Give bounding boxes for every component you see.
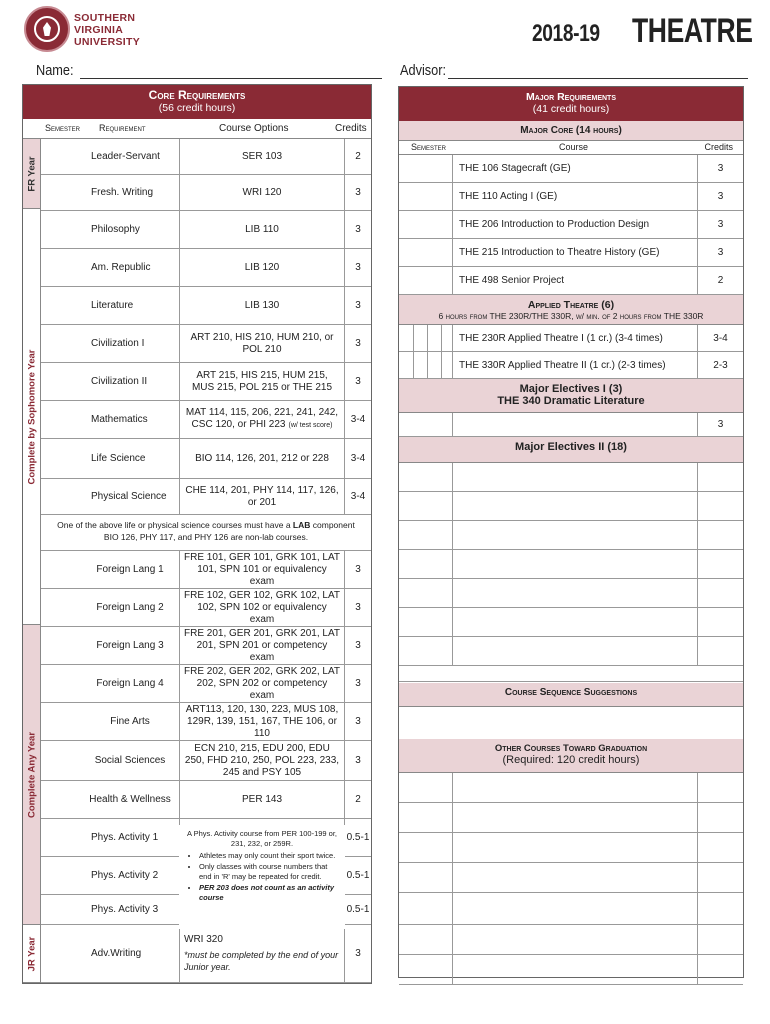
major-core-row	[399, 211, 743, 239]
elective-2-row	[399, 637, 743, 666]
semester-cell[interactable]	[399, 955, 453, 984]
requirement-label: Health & Wellness	[89, 794, 171, 805]
logo-line-3: UNIVERSITY	[74, 36, 141, 48]
credits-value: 3	[355, 187, 361, 198]
credits-cell[interactable]: 2-3	[697, 352, 743, 378]
pe-note-bullet-2: • Only classes with course numbers that end in 'R' may be repeated for credit.	[199, 862, 339, 882]
course-options	[179, 401, 345, 438]
course-options-text: WRI 120	[242, 186, 282, 198]
elective-2-row	[399, 579, 743, 608]
credits-cell[interactable]: 3	[697, 239, 743, 266]
requirement-label: Leader-Servant	[91, 151, 160, 162]
course-options-text: CHE 114, 201, PHY 114, 117, 126, or 201	[185, 484, 339, 508]
semester-cell[interactable]	[399, 463, 453, 491]
lab-note-bold: LAB	[292, 520, 311, 530]
other-course-row	[399, 803, 743, 833]
course-options	[179, 589, 345, 626]
course-options-text: SER 103	[241, 150, 283, 162]
lab-note-text: One of the above life or physical science courses must have a	[57, 520, 293, 530]
university-seal-icon	[24, 6, 70, 52]
other-course-row	[399, 955, 743, 985]
core-subtitle: (56 credit hours)	[158, 102, 236, 114]
sequence-row	[399, 707, 743, 739]
col-credits: Credits	[335, 123, 367, 134]
semester-cell[interactable]	[399, 579, 453, 607]
test-score-note: (w/ test score)	[288, 422, 333, 429]
course-options	[179, 287, 345, 324]
credits-cell[interactable]	[697, 492, 743, 520]
applied-title: Applied Theatre (6)	[527, 299, 615, 311]
program-title: THEATRE	[632, 12, 753, 50]
course-options	[179, 741, 345, 780]
major-col-credits: Credits	[704, 142, 733, 152]
course-options	[179, 175, 345, 210]
band-sophomore-label: Complete by Sophomore Year	[26, 349, 37, 484]
major-col-semester: Semester	[411, 142, 447, 152]
course-label: THE 215 Introduction to Theatre History (GE)	[459, 247, 660, 258]
core-row	[41, 363, 371, 401]
core-row	[41, 439, 371, 479]
lab-note	[41, 515, 371, 551]
logo-line-1: SOUTHERN	[74, 12, 136, 24]
col-semester: Semester	[45, 123, 81, 133]
core-row	[41, 175, 371, 211]
credits-cell[interactable]	[697, 637, 743, 665]
semester-cell[interactable]	[41, 401, 91, 438]
credits-value: 3	[355, 300, 361, 311]
course-options-text: ART 210, HIS 210, HUM 210, or POL 210	[190, 331, 334, 355]
major-requirements-panel	[398, 86, 744, 978]
course-options-text: FRE 201, GER 201, GRK 201, LAT 201, SPN 201 or competency exam	[184, 627, 340, 663]
band-fr-year-label: FR Year	[26, 155, 37, 192]
semester-cell[interactable]	[399, 608, 453, 636]
course-options-text: WRI 320	[184, 934, 223, 945]
major-core-title: Major Core (14 hours)	[399, 121, 743, 141]
major-electives-2-header	[399, 437, 743, 463]
other-course-row	[399, 893, 743, 925]
course-options	[179, 439, 345, 478]
credits-cell[interactable]	[697, 773, 743, 802]
credits-value: 3	[355, 678, 361, 689]
pe-note-bullet-3: • PER 203 does not count as an activity course	[199, 883, 339, 903]
semester-cell[interactable]	[41, 211, 91, 248]
course-options	[179, 665, 345, 702]
adv-writing-note: *must be completed by the end of your Junior year.	[184, 950, 339, 972]
core-row	[41, 401, 371, 439]
tally-boxes	[399, 352, 457, 378]
col-requirement: Requirement	[99, 123, 146, 133]
semester-cell[interactable]	[399, 211, 453, 238]
semester-cell[interactable]	[399, 183, 453, 210]
core-row	[41, 781, 371, 819]
course-options-text: LIB 120	[244, 261, 280, 273]
core-row	[41, 925, 371, 983]
semester-cell[interactable]	[399, 155, 453, 182]
course-options-text: ART113, 120, 130, 223, MUS 108, 129R, 139, 151, 167, THE 106, or 110	[185, 703, 339, 739]
major-column-headers	[399, 141, 743, 155]
course-options-text: FRE 101, GER 101, GRK 101, LAT 101, SPN 101 or equivalency exam	[184, 551, 340, 587]
band-any-year	[23, 625, 41, 925]
requirement-label: Fine Arts	[110, 716, 150, 727]
course-sequence-header	[399, 683, 743, 707]
credits-value: 3	[355, 224, 361, 235]
course-options-text: PER 143	[241, 793, 283, 805]
band-fr-year	[23, 139, 41, 209]
phys-activity-note	[179, 825, 345, 929]
requirement-label: Life Science	[91, 453, 146, 464]
semester-cell[interactable]	[41, 925, 91, 982]
semester-cell[interactable]	[399, 803, 453, 832]
semester-cell[interactable]	[399, 925, 453, 954]
credits-value: 2	[355, 151, 361, 162]
band-jr-year	[23, 925, 41, 983]
logo-line-2: VIRGINIA	[74, 24, 124, 36]
course-options	[179, 325, 345, 362]
credits-value: 0.5-1	[346, 832, 370, 843]
major-core-row	[399, 155, 743, 183]
advisor-field[interactable]	[448, 78, 748, 79]
semester-cell[interactable]	[41, 325, 91, 362]
major-header	[399, 87, 743, 121]
course-options-text: FRE 202, GER 202, GRK 202, LAT 202, SPN 202 or competency exam	[184, 665, 340, 701]
course-options	[179, 703, 345, 740]
spacer-row	[399, 666, 743, 682]
semester-cell[interactable]	[399, 492, 453, 520]
course-label: THE 106 Stagecraft (GE)	[459, 163, 571, 174]
credits-value: 3	[355, 564, 361, 575]
sequence-title: Course Sequence Suggestions	[504, 687, 638, 698]
core-row	[41, 139, 371, 175]
core-row	[41, 551, 371, 589]
tally-boxes	[399, 325, 457, 351]
credits-cell[interactable]: 3	[697, 155, 743, 182]
major-subtitle: (41 credit hours)	[532, 103, 610, 115]
core-row	[41, 589, 371, 627]
band-any-year-label: Complete Any Year	[26, 731, 37, 818]
credits-cell[interactable]	[697, 463, 743, 491]
course-label: THE 330R Applied Theatre II (1 cr.) (2-3 times)	[459, 359, 666, 371]
core-row	[41, 287, 371, 325]
band-jr-year-label: JR Year	[26, 936, 37, 971]
requirement-label: Fresh. Writing	[91, 187, 154, 198]
course-options	[179, 139, 345, 174]
credits-value: 3-4	[350, 491, 366, 502]
name-label: Name:	[36, 62, 74, 79]
requirement-label: Mathematics	[91, 414, 148, 425]
core-row	[41, 211, 371, 249]
core-header	[23, 85, 371, 119]
core-title: Core Requirements	[148, 88, 246, 102]
semester-cell[interactable]	[41, 479, 91, 514]
credits-cell[interactable]	[697, 803, 743, 832]
credits-cell[interactable]	[697, 893, 743, 924]
elective-1-title: Major Electives I (3)	[519, 383, 623, 395]
semester-cell[interactable]	[41, 175, 91, 210]
course-options	[179, 479, 345, 514]
band-sophomore	[23, 209, 41, 625]
other-courses-subtitle: (Required: 120 credit hours)	[502, 754, 640, 766]
requirement-label: Civilization I	[91, 338, 145, 349]
other-courses-title: Other Courses Toward Graduation	[494, 743, 648, 754]
requirement-label: Civilization II	[91, 376, 148, 387]
credits-cell[interactable]	[697, 608, 743, 636]
credits-cell[interactable]: 3	[697, 183, 743, 210]
requirement-label: Foreign Lang 3	[96, 640, 164, 651]
course-options-text: ECN 210, 215, EDU 200, EDU 250, FHD 210, 250, POL 223, 233, 245 and PSY 105	[184, 742, 340, 778]
course-options	[179, 249, 345, 286]
credits-value: 3	[355, 602, 361, 613]
credits-value: 3-4	[350, 414, 366, 425]
elective-2-row	[399, 550, 743, 579]
course-options	[179, 627, 345, 664]
core-column-headers	[23, 119, 371, 139]
credits-cell[interactable]	[697, 955, 743, 984]
core-requirements-panel	[22, 84, 372, 984]
credits-cell[interactable]	[697, 579, 743, 607]
major-electives-1-header	[399, 379, 743, 413]
semester-cell[interactable]	[41, 249, 91, 286]
requirement-label: Adv.Writing	[91, 948, 142, 959]
credits-cell[interactable]: 2	[697, 267, 743, 294]
elective-1-subtitle: THE 340 Dramatic Literature	[497, 395, 645, 407]
pe-note-bullet-1: • Athletes may only count their sport twice.	[199, 851, 339, 861]
semester-cell[interactable]	[41, 895, 91, 924]
major-col-course: Course	[559, 142, 589, 152]
course-options	[179, 551, 345, 588]
requirement-label: Phys. Activity 2	[91, 870, 159, 881]
requirement-label: Physical Science	[91, 491, 167, 502]
elective-1-row	[399, 413, 743, 437]
applied-row	[399, 325, 743, 352]
catalog-year: 2018-19	[532, 20, 600, 47]
semester-cell[interactable]	[399, 863, 453, 892]
course-label: THE 110 Acting I (GE)	[459, 191, 558, 202]
course-label: THE 230R Applied Theatre I (1 cr.) (3-4 times)	[459, 332, 663, 344]
course-label: THE 498 Senior Project	[459, 275, 565, 286]
elective-2-row	[399, 463, 743, 492]
credits-value: 2	[355, 794, 361, 805]
credits-cell[interactable]	[697, 521, 743, 549]
core-row	[41, 325, 371, 363]
semester-cell[interactable]	[41, 439, 91, 478]
semester-cell[interactable]	[41, 819, 91, 856]
credits-value: 3	[355, 640, 361, 651]
other-course-row	[399, 773, 743, 803]
semester-cell[interactable]	[41, 139, 91, 174]
semester-cell[interactable]	[41, 287, 91, 324]
semester-cell[interactable]	[399, 521, 453, 549]
course-options	[179, 363, 345, 400]
credits-value: 3	[355, 338, 361, 349]
course-options-text: ART 215, HIS 215, HUM 215, MUS 215, POL 215 or THE 215	[191, 369, 333, 393]
lab-note-text-end: component	[310, 520, 355, 530]
pe-note-intro: A Phys. Activity course from PER 100-199 or, 231, 232, or 259R.	[186, 829, 338, 848]
semester-cell[interactable]	[399, 239, 453, 266]
credits-value: 3	[355, 376, 361, 387]
course-options-text: BIO 114, 126, 201, 212 or 228	[195, 452, 329, 464]
credits-cell[interactable]: 3-4	[697, 325, 743, 351]
credits-cell[interactable]	[697, 833, 743, 862]
requirement-label: Literature	[91, 300, 134, 311]
requirement-label: Social Sciences	[94, 755, 166, 766]
semester-cell[interactable]	[399, 833, 453, 862]
credits-cell[interactable]	[697, 925, 743, 954]
core-row	[41, 479, 371, 515]
course-label: THE 206 Introduction to Production Design	[459, 219, 650, 230]
other-course-row	[399, 833, 743, 863]
requirement-label: Foreign Lang 4	[96, 678, 164, 689]
requirement-label: Phys. Activity 3	[91, 904, 159, 915]
credits-value: 3	[355, 755, 361, 766]
elective-2-title: Major Electives II (18)	[515, 441, 627, 453]
applied-theatre-header	[399, 295, 743, 325]
col-course-options: Course Options	[219, 123, 289, 134]
other-course-row	[399, 863, 743, 893]
other-courses-header	[399, 739, 743, 773]
course-options	[179, 211, 345, 248]
semester-cell[interactable]	[399, 773, 453, 802]
semester-cell[interactable]	[41, 363, 91, 400]
applied-row	[399, 352, 743, 379]
semester-cell[interactable]	[399, 893, 453, 924]
core-row	[41, 703, 371, 741]
credits-value: 0.5-1	[346, 904, 370, 915]
other-course-row	[399, 925, 743, 955]
credits-value: 3	[355, 716, 361, 727]
requirement-label: Philosophy	[91, 224, 140, 235]
requirement-label: Phys. Activity 1	[91, 832, 159, 843]
core-row	[41, 665, 371, 703]
semester-cell[interactable]	[399, 637, 453, 665]
applied-subtitle: 6 hours from THE 230R/THE 330R, w/ min. of 2 hours from THE 330R	[438, 311, 704, 321]
credits-cell[interactable]: 3	[697, 211, 743, 238]
requirement-label: Foreign Lang 1	[96, 564, 164, 575]
credits-value: 3	[355, 262, 361, 273]
lab-note-line-2: BIO 126, PHY 117, and PHY 126 are non-lab courses.	[103, 532, 309, 542]
semester-cell[interactable]	[399, 267, 453, 294]
elective-2-row	[399, 492, 743, 521]
major-core-row	[399, 239, 743, 267]
semester-cell[interactable]	[399, 413, 453, 436]
core-row	[41, 627, 371, 665]
credits-cell[interactable]: 3	[697, 413, 743, 436]
course-options-text: LIB 110	[245, 223, 279, 235]
course-options-text: FRE 102, GER 102, GRK 102, LAT 102, SPN 102 or equivalency exam	[184, 589, 340, 625]
course-options	[179, 925, 345, 982]
course-options	[179, 781, 345, 818]
credits-value: 3	[355, 948, 361, 959]
university-logo	[24, 6, 144, 52]
name-field[interactable]	[80, 78, 382, 79]
core-row	[41, 741, 371, 781]
logo-wordmark	[74, 12, 140, 48]
semester-cell[interactable]	[399, 550, 453, 578]
requirement-label: Foreign Lang 2	[96, 602, 164, 613]
credits-value: 3-4	[350, 453, 366, 464]
core-row	[41, 249, 371, 287]
major-title: Major Requirements	[525, 91, 617, 103]
major-core-row	[399, 267, 743, 295]
requirement-label: Am. Republic	[91, 262, 151, 273]
elective-2-row	[399, 608, 743, 637]
major-core-row	[399, 183, 743, 211]
credits-value: 0.5-1	[346, 870, 370, 881]
semester-cell[interactable]	[41, 857, 91, 894]
credits-cell[interactable]	[697, 863, 743, 892]
elective-2-row	[399, 521, 743, 550]
course-options-text: MAT 114, 115, 206, 221, 241, 242, CSC 120, or PHI 223	[185, 407, 339, 430]
advisor-label: Advisor:	[400, 62, 447, 79]
course-options-text: LIB 130	[244, 299, 280, 311]
credits-cell[interactable]	[697, 550, 743, 578]
